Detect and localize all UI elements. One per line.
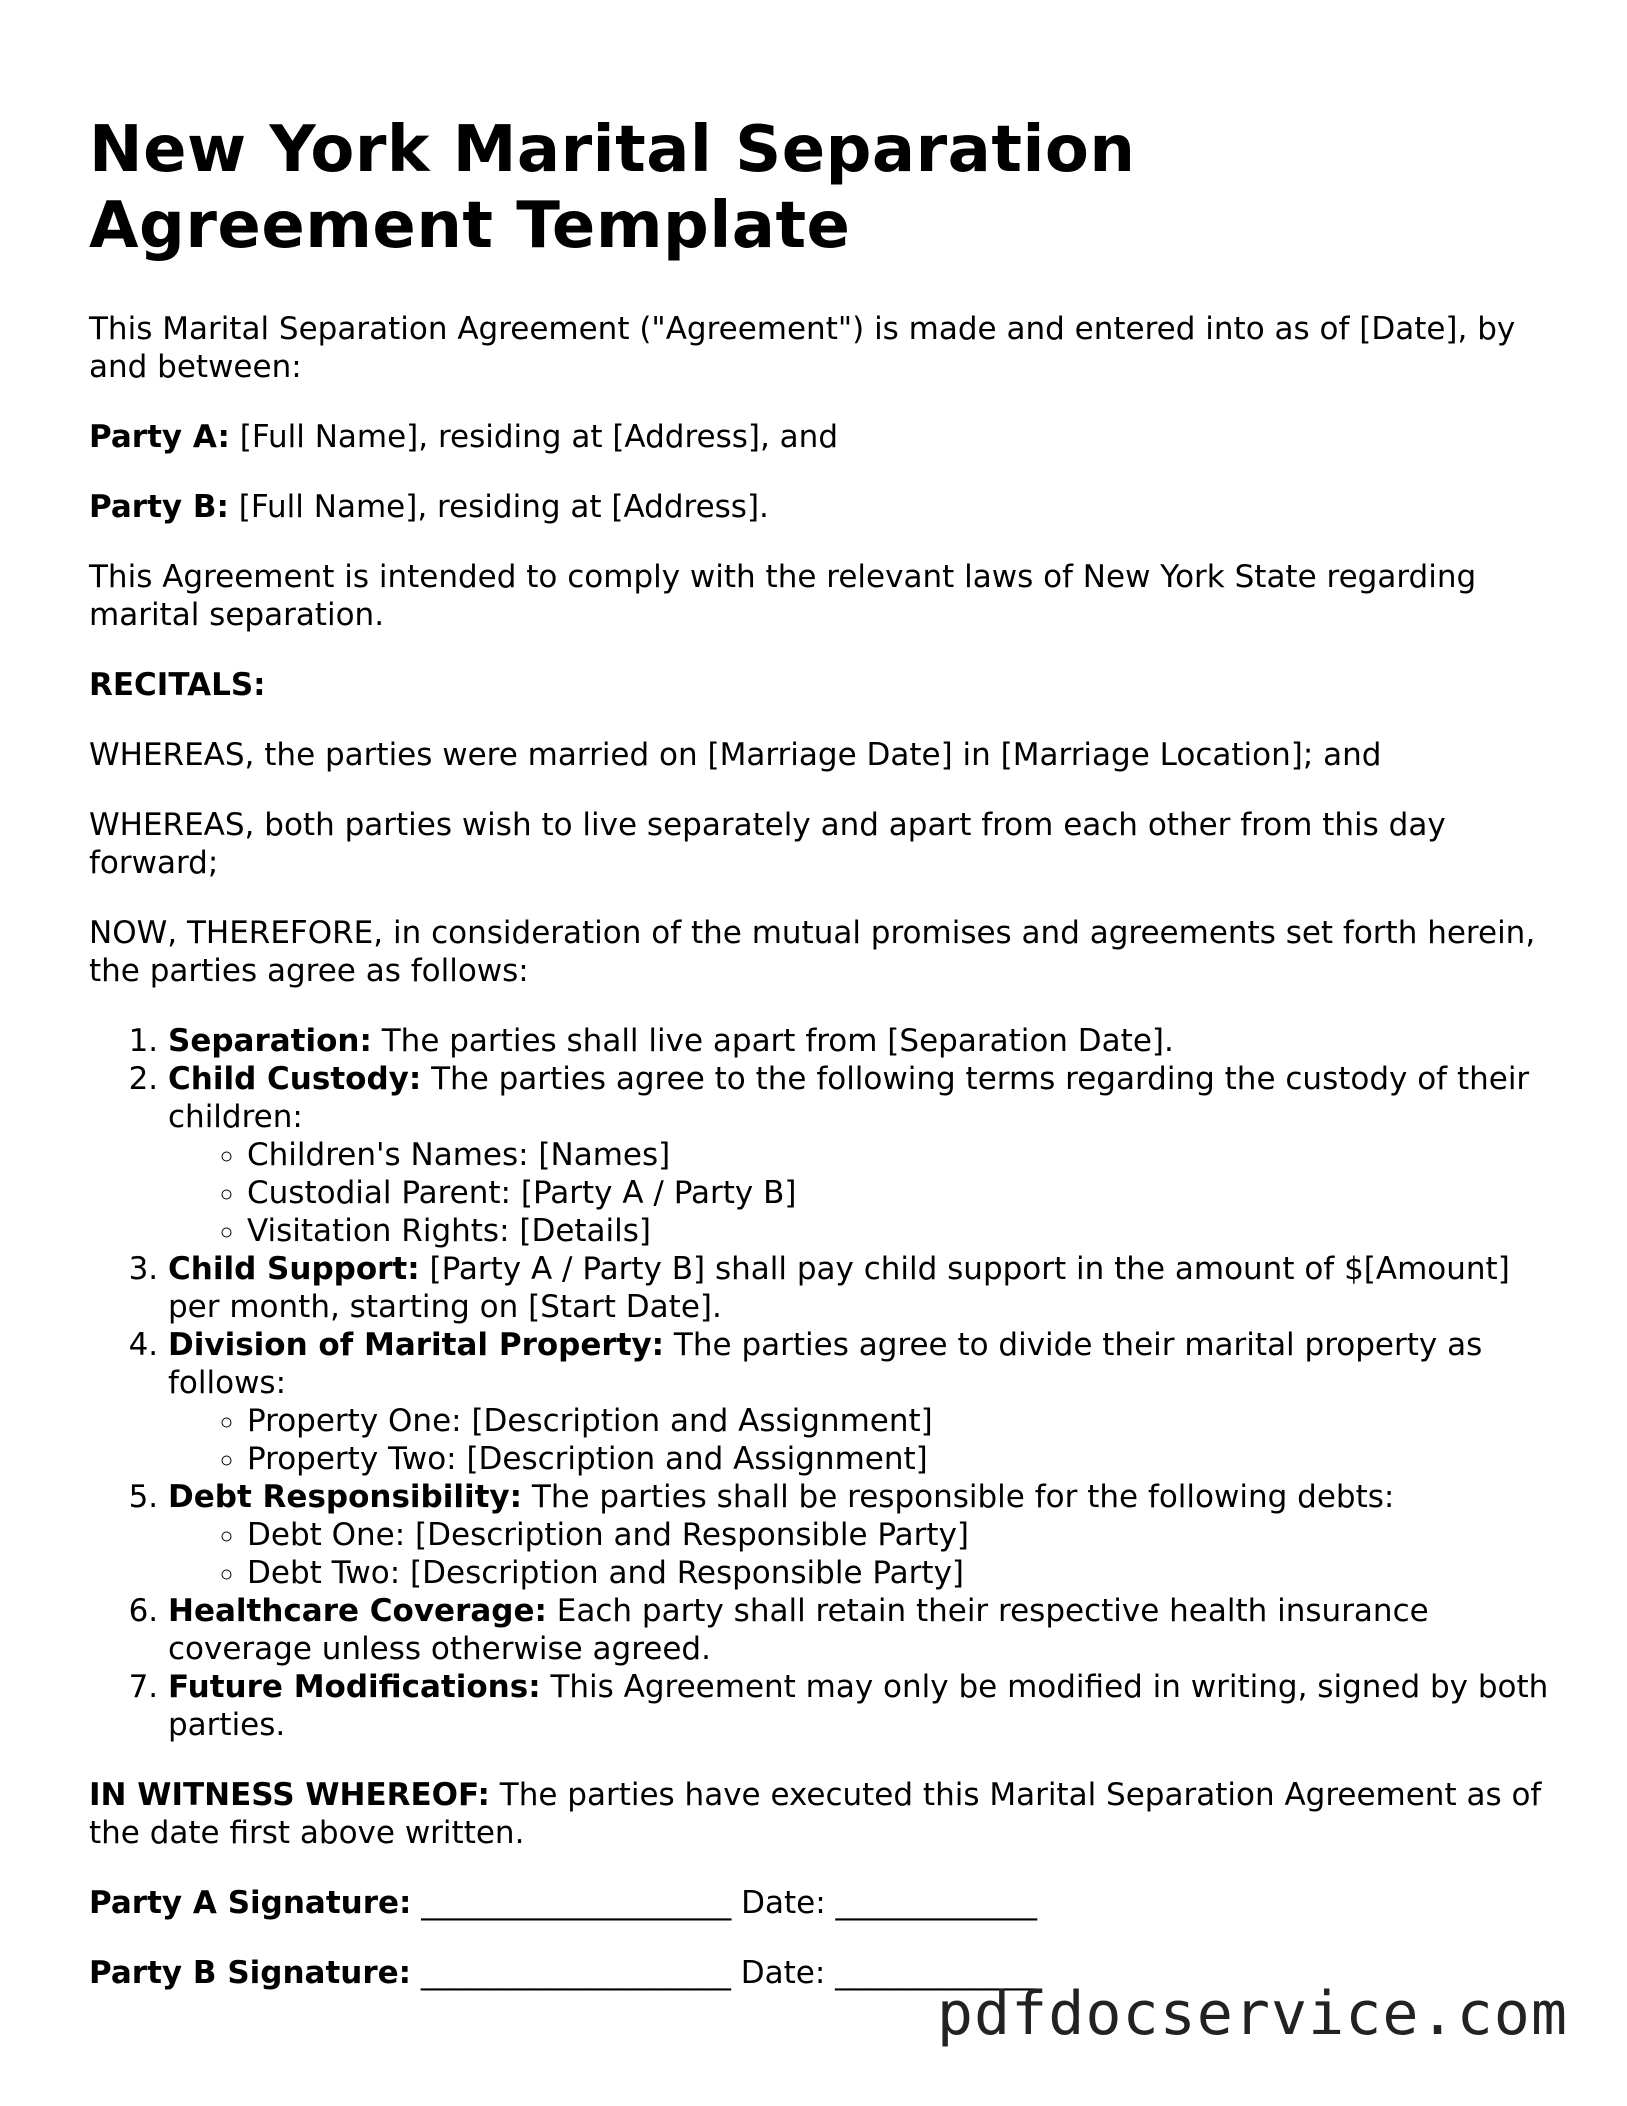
term-subitem: ◦ Property One: [Description and Assignment] xyxy=(247,1402,1549,1440)
witness-paragraph xyxy=(89,1776,1549,1852)
recitals-heading xyxy=(89,666,1549,704)
party-a-signature-line xyxy=(89,1884,1549,1922)
term-subitem: ◦ Custodial Parent: [Party A / Party B] xyxy=(247,1174,1549,1212)
term-text: [Party A / Party B] shall pay child support in the amount of $[Amount] per month, starting on [Start Date]. xyxy=(168,1251,1510,1325)
term-subitems xyxy=(168,1402,1549,1478)
party-a-line xyxy=(89,418,1549,456)
term-text: The parties shall be responsible for the following debts: xyxy=(522,1479,1395,1515)
term-text: Each party shall retain their respective health insurance coverage unless otherwise agreed. xyxy=(168,1593,1429,1667)
whereas-married: WHEREAS, the parties were married on [Marriage Date] in [Marriage Location]; and xyxy=(89,737,1382,773)
recitals-heading-text: RECITALS: xyxy=(89,667,266,703)
term-text: This Agreement may only be modified in writing, signed by both parties. xyxy=(168,1669,1549,1743)
term-subitem: ◦ Visitation Rights: [Details] xyxy=(247,1212,1549,1250)
term-item xyxy=(168,1250,1549,1326)
term-subitem: ◦ Property Two: [Description and Assignment] xyxy=(247,1440,1549,1478)
term-item xyxy=(168,1668,1549,1744)
party-a-signature-label: Party A Signature: xyxy=(89,1885,412,1921)
term-label: Future Modifications: xyxy=(168,1669,541,1705)
watermark-text: pdfdocservice.com xyxy=(936,1979,1568,2049)
term-text: The parties agree to divide their marital property as follows: xyxy=(168,1327,1483,1401)
term-label: Child Support: xyxy=(168,1251,420,1287)
page-title: New York Marital Separation Agreement Template xyxy=(89,113,1136,263)
party-b-signature-blanks: ____________________ Date: _____________ xyxy=(411,1955,1037,1991)
witness-text: The parties have executed this Marital Separation Agreement as of the date first above written. xyxy=(89,1777,1542,1851)
term-item xyxy=(168,1478,1549,1592)
party-b-text: [Full Name], residing at [Address]. xyxy=(228,489,769,525)
party-a-text: [Full Name], residing at [Address], and xyxy=(229,419,839,455)
term-item xyxy=(168,1060,1549,1250)
term-item xyxy=(168,1592,1549,1668)
intro-paragraph: This Marital Separation Agreement ("Agreement") is made and entered into as of [Date], by and between: xyxy=(89,311,1516,385)
term-label: Division of Marital Property: xyxy=(168,1327,665,1363)
party-b-signature-label: Party B Signature: xyxy=(89,1955,412,1991)
witness-label: IN WITNESS WHEREOF: xyxy=(89,1777,490,1813)
terms-list xyxy=(89,1022,1549,1744)
term-subitem: ◦ Debt Two: [Description and Responsible Party] xyxy=(247,1554,1549,1592)
document-page xyxy=(89,112,1549,2024)
term-text: The parties agree to the following terms regarding the custody of their children: xyxy=(168,1061,1530,1135)
term-text: The parties shall live apart from [Separation Date]. xyxy=(371,1023,1174,1059)
term-subitems xyxy=(168,1516,1549,1592)
term-item xyxy=(168,1326,1549,1478)
term-subitem: ◦ Debt One: [Description and Responsible Party] xyxy=(247,1516,1549,1554)
compliance-paragraph: This Agreement is intended to comply with the relevant laws of New York State regarding marital separation. xyxy=(89,559,1477,633)
whereas-separate: WHEREAS, both parties wish to live separately and apart from each other from this day forward; xyxy=(89,807,1446,881)
now-therefore-paragraph: NOW, THEREFORE, in consideration of the mutual promises and agreements set forth herein, the parties agree as follows: xyxy=(89,915,1536,989)
party-b-line xyxy=(89,488,1549,526)
term-subitem: ◦ Children's Names: [Names] xyxy=(247,1136,1549,1174)
term-subitems xyxy=(168,1136,1549,1250)
term-label: Separation: xyxy=(168,1023,372,1059)
term-label: Healthcare Coverage: xyxy=(168,1593,547,1629)
party-a-label: Party A: xyxy=(89,419,230,455)
party-a-signature-blanks: ____________________ Date: _____________ xyxy=(411,1885,1038,1921)
term-label: Debt Responsibility: xyxy=(168,1479,523,1515)
term-label: Child Custody: xyxy=(168,1061,422,1097)
party-b-label: Party B: xyxy=(89,489,229,525)
term-item xyxy=(168,1022,1549,1060)
